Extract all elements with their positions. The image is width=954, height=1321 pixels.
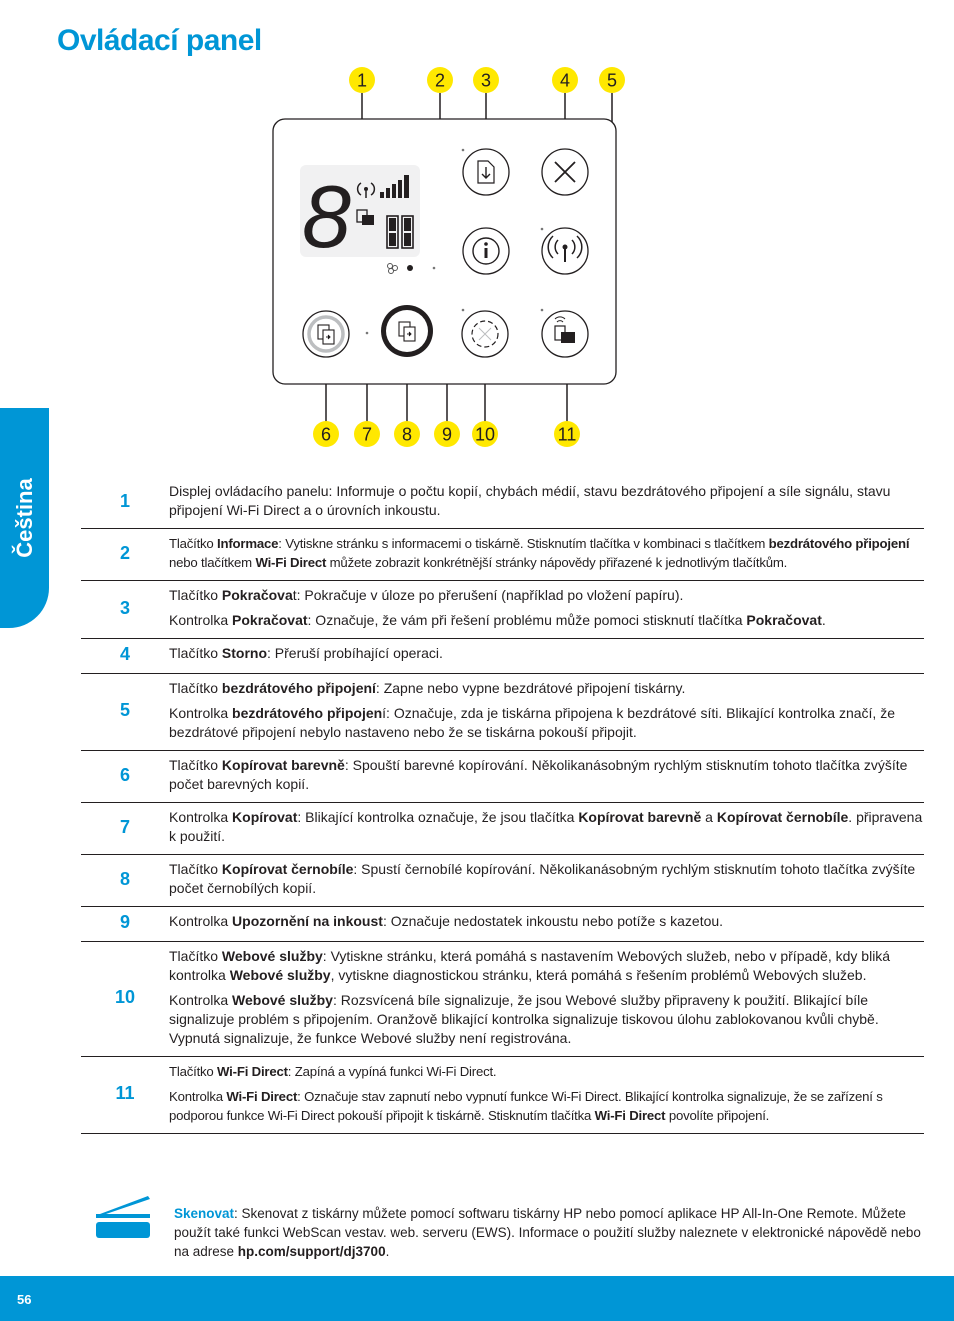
display-digit: 8 xyxy=(302,167,351,266)
text-run: : Spouští barevné kopírování. Několikanásobným rychlým stisknutím tohoto tlačítka zvýšíte počet barevných kopií. xyxy=(169,757,908,792)
text-run: nebo tlačítkem xyxy=(169,555,256,570)
callout-6 xyxy=(313,421,339,447)
row-number: 5 xyxy=(119,700,130,720)
wireless-icon xyxy=(563,245,568,250)
bold-term: bezdrátového připojení xyxy=(768,536,910,551)
text-run: . xyxy=(385,1243,390,1259)
paragraph xyxy=(169,912,924,931)
text-run: můžete zobrazit konkrétnější stránky nápovědy přiřazené k jednotlivým tlačítkům. xyxy=(326,555,788,570)
language-tab-label: Čeština xyxy=(11,478,37,558)
callout-2 xyxy=(427,67,453,93)
text-run: í: Označuje, zda je tiskárna připojena k bezdrátové síti. Blikající kontrolka značí, že bezdrátové připojení nebylo nastaveno nebo že se tiskárna pokouší připojit. xyxy=(169,705,895,740)
svg-text:3: 3 xyxy=(480,70,492,91)
row-number: 7 xyxy=(119,816,130,837)
svg-text:11: 11 xyxy=(557,424,577,445)
row-number: 1 xyxy=(119,490,130,511)
text-run: Kontrolka xyxy=(169,913,233,929)
information-button[interactable] xyxy=(463,228,509,274)
copy-color-button[interactable] xyxy=(303,311,349,357)
paragraph xyxy=(169,991,924,1048)
text-run: : Přeruší probíhající operaci. xyxy=(267,645,443,661)
paragraph xyxy=(169,611,924,630)
text-run: : Skenovat z tiskárny můžete pomocí softwaru tiskárny HP nebo pomocí aplikace HP All-In-One Remote. Můžete použít také funkci WebScan vestav. web. serveru (EWS). Informace o použití služby naleznete v elektronické nápovědě nebo na adrese xyxy=(174,1205,921,1259)
bold-term: bezdrátového připojen xyxy=(232,705,383,721)
copy-light xyxy=(366,332,369,335)
svg-text:1: 1 xyxy=(356,70,368,91)
callout-4 xyxy=(552,67,578,93)
table-row xyxy=(81,855,924,907)
bold-term: Kopírovat černobíle xyxy=(716,809,849,825)
callout-10 xyxy=(472,421,498,447)
svg-text:6: 6 xyxy=(320,424,332,445)
text-run: Tlačítko xyxy=(169,587,222,603)
row-description xyxy=(169,679,924,742)
text-run: Tlačítko xyxy=(169,757,222,773)
paragraph xyxy=(169,586,924,605)
table-row xyxy=(81,477,924,529)
text-run: Kontrolka xyxy=(169,1089,227,1104)
description-table xyxy=(81,477,924,1134)
bold-term: Pokračovat xyxy=(746,612,822,628)
row-number: 11 xyxy=(115,1083,135,1103)
text-run: Kontrolka xyxy=(169,992,233,1008)
table-row xyxy=(81,581,924,639)
paragraph xyxy=(169,644,924,663)
row-description xyxy=(169,912,924,933)
text-run: : Spustí černobílé kopírování. Několikanásobným rychlým stisknutím tohoto tlačítka zvýšíte počet černobílých kopií. xyxy=(169,861,916,896)
table-row xyxy=(81,907,924,942)
text-run: povolíte připojení. xyxy=(665,1108,770,1123)
bold-term: Wi-Fi Direct xyxy=(226,1089,298,1104)
bold-term: Skenovat xyxy=(174,1205,235,1221)
table-row xyxy=(81,751,924,803)
row-description xyxy=(169,808,924,846)
text-run: Tlačítko xyxy=(169,536,218,551)
bold-term: Wi-Fi Direct xyxy=(255,555,327,570)
page-number: 56 xyxy=(17,1292,32,1307)
text-run: : Rozsvícená bíle signalizuje, že jsou Webové služby připraveny k použití. Blikající bíle signalizuje problém s připojením. Oranžově blikající kontrolka signalizuje tiskovou úlohu zablokovanou kvůli chybě. Vypnutá signalizuje, že funkce Webové služby není registrována. xyxy=(169,992,879,1046)
bold-term: Webové služby xyxy=(229,967,331,983)
bold-term: Upozornění na inkoust xyxy=(232,913,383,929)
scan-note xyxy=(174,1190,924,1274)
text-run: Tlačítko xyxy=(169,948,222,964)
paragraph xyxy=(174,1204,924,1261)
page-title: Ovládací panel xyxy=(57,24,262,57)
row-number: 8 xyxy=(119,868,130,889)
bold-term: Storno xyxy=(221,645,268,661)
text-run: t: Pokračuje v úloze po přerušení (například po vložení papíru). xyxy=(292,587,684,603)
table-row xyxy=(81,529,924,581)
bold-term: Kopírovat xyxy=(232,809,298,825)
svg-text:2: 2 xyxy=(434,70,446,91)
table-row xyxy=(81,639,924,674)
row-description xyxy=(169,860,924,898)
text-run: a xyxy=(701,809,717,825)
table-row xyxy=(81,803,924,855)
svg-text:10: 10 xyxy=(474,424,496,445)
text-run: : Blikající kontrolka označuje, že jsou tlačítka xyxy=(297,809,579,825)
row-description xyxy=(169,947,924,1048)
text-run: Kontrolka xyxy=(169,705,233,721)
text-run: Tlačítko xyxy=(169,680,222,696)
text-run: : Označuje stav zapnutí nebo vypnutí funkce Wi-Fi Direct. Blikající kontrolka signalizuje, že se zařízení s podporou funkce Wi-Fi Direct pokouší připojit k tiskárně. Stisknutím tlačítka xyxy=(169,1089,883,1123)
text-run: Tlačítko xyxy=(169,861,222,877)
text-run: Tlačítko xyxy=(169,1064,218,1079)
svg-text:5: 5 xyxy=(606,70,618,91)
svg-text:8: 8 xyxy=(401,424,413,445)
callout-1 xyxy=(349,67,375,93)
text-run: : Vytiskne stránku, která pomáhá s nastavením Webových služeb, nebo v případě, kdy bliká kontrolka xyxy=(169,948,891,983)
copy-black-button[interactable] xyxy=(381,305,433,357)
callout-5 xyxy=(599,67,625,93)
paragraph xyxy=(169,679,924,698)
paragraph xyxy=(169,947,924,985)
row-number: 9 xyxy=(119,912,130,932)
text-run: . xyxy=(821,612,826,628)
paragraph xyxy=(169,704,924,742)
paragraph xyxy=(169,1062,924,1081)
callout-8 xyxy=(394,421,420,447)
paragraph xyxy=(169,534,924,572)
text-run: : Označuje, že vám při řešení problému může pomoci stisknutí tlačítka xyxy=(307,612,747,628)
bold-term: Informace xyxy=(217,536,279,551)
text-run: . připravena k použití. xyxy=(169,809,923,844)
svg-text:4: 4 xyxy=(559,70,571,91)
text-run: , vytiskne diagnostickou stránku, která pomáhá s řešením problémů Webových služeb. xyxy=(330,967,867,983)
callout-3 xyxy=(473,67,499,93)
text-run: : Označuje nedostatek inkoustu nebo potíže s kazetou. xyxy=(382,913,724,929)
text-run: : Zapíná a vypíná funkci Wi-Fi Direct. xyxy=(287,1064,497,1079)
text-run: : Vytiskne stránku s informacemi o tiskárně. Stisknutím tlačítka v kombinaci s tlačítkem xyxy=(278,536,769,551)
text-run: Kontrolka xyxy=(169,809,233,825)
paragraph xyxy=(169,808,924,846)
svg-text:9: 9 xyxy=(441,424,453,445)
paragraph xyxy=(169,860,924,898)
cancel-button[interactable] xyxy=(542,149,588,195)
text-run: Displej ovládacího panelu: Informuje o počtu kopií, chybách médií, stavu bezdrátového připojení a síle signálu, stavu připojení Wi-Fi Direct a o úrovních inkoustu. xyxy=(169,483,891,518)
bold-term: Pokračova xyxy=(221,587,293,603)
bold-term: Kopírovat barevně xyxy=(578,809,702,825)
svg-text:7: 7 xyxy=(361,424,373,445)
scanner-icon xyxy=(96,1190,152,1240)
row-description xyxy=(169,586,924,630)
table-row xyxy=(81,1057,924,1134)
bold-term: bezdrátového připojení xyxy=(221,680,376,696)
table-row xyxy=(81,674,924,751)
row-description xyxy=(169,534,924,572)
bold-term: Kopírovat černobíle xyxy=(221,861,354,877)
row-description xyxy=(169,482,924,520)
text-run: Tlačítko xyxy=(169,645,222,661)
bold-term: Webové služby xyxy=(221,948,323,964)
bold-term: Kopírovat barevně xyxy=(221,757,345,773)
row-description xyxy=(169,644,924,665)
row-number: 10 xyxy=(114,987,136,1007)
row-number: 2 xyxy=(119,542,130,563)
paragraph xyxy=(169,756,924,794)
bold-term: Webové služby xyxy=(232,992,333,1008)
row-description xyxy=(169,1062,924,1125)
row-number: 3 xyxy=(119,597,130,618)
paragraph xyxy=(169,1087,924,1125)
page-footer xyxy=(0,1276,954,1321)
bold-term: Wi-Fi Direct xyxy=(594,1108,666,1123)
bold-term: hp.com/support/dj3700 xyxy=(237,1243,386,1259)
row-description xyxy=(169,756,924,794)
text-run: Kontrolka xyxy=(169,612,233,628)
bold-term: Pokračovat xyxy=(232,612,308,628)
text-run: : Zapne nebo vypne bezdrátové připojení tiskárny. xyxy=(375,680,686,696)
bold-term: Wi-Fi Direct xyxy=(217,1064,288,1079)
callout-9 xyxy=(434,421,460,447)
row-number: 4 xyxy=(119,644,130,664)
callout-11 xyxy=(554,421,580,447)
control-panel-diagram xyxy=(0,0,954,460)
table-row xyxy=(81,942,924,1057)
panel-display xyxy=(300,165,420,266)
paragraph xyxy=(169,482,924,520)
callout-7 xyxy=(354,421,380,447)
row-number: 6 xyxy=(119,764,130,785)
